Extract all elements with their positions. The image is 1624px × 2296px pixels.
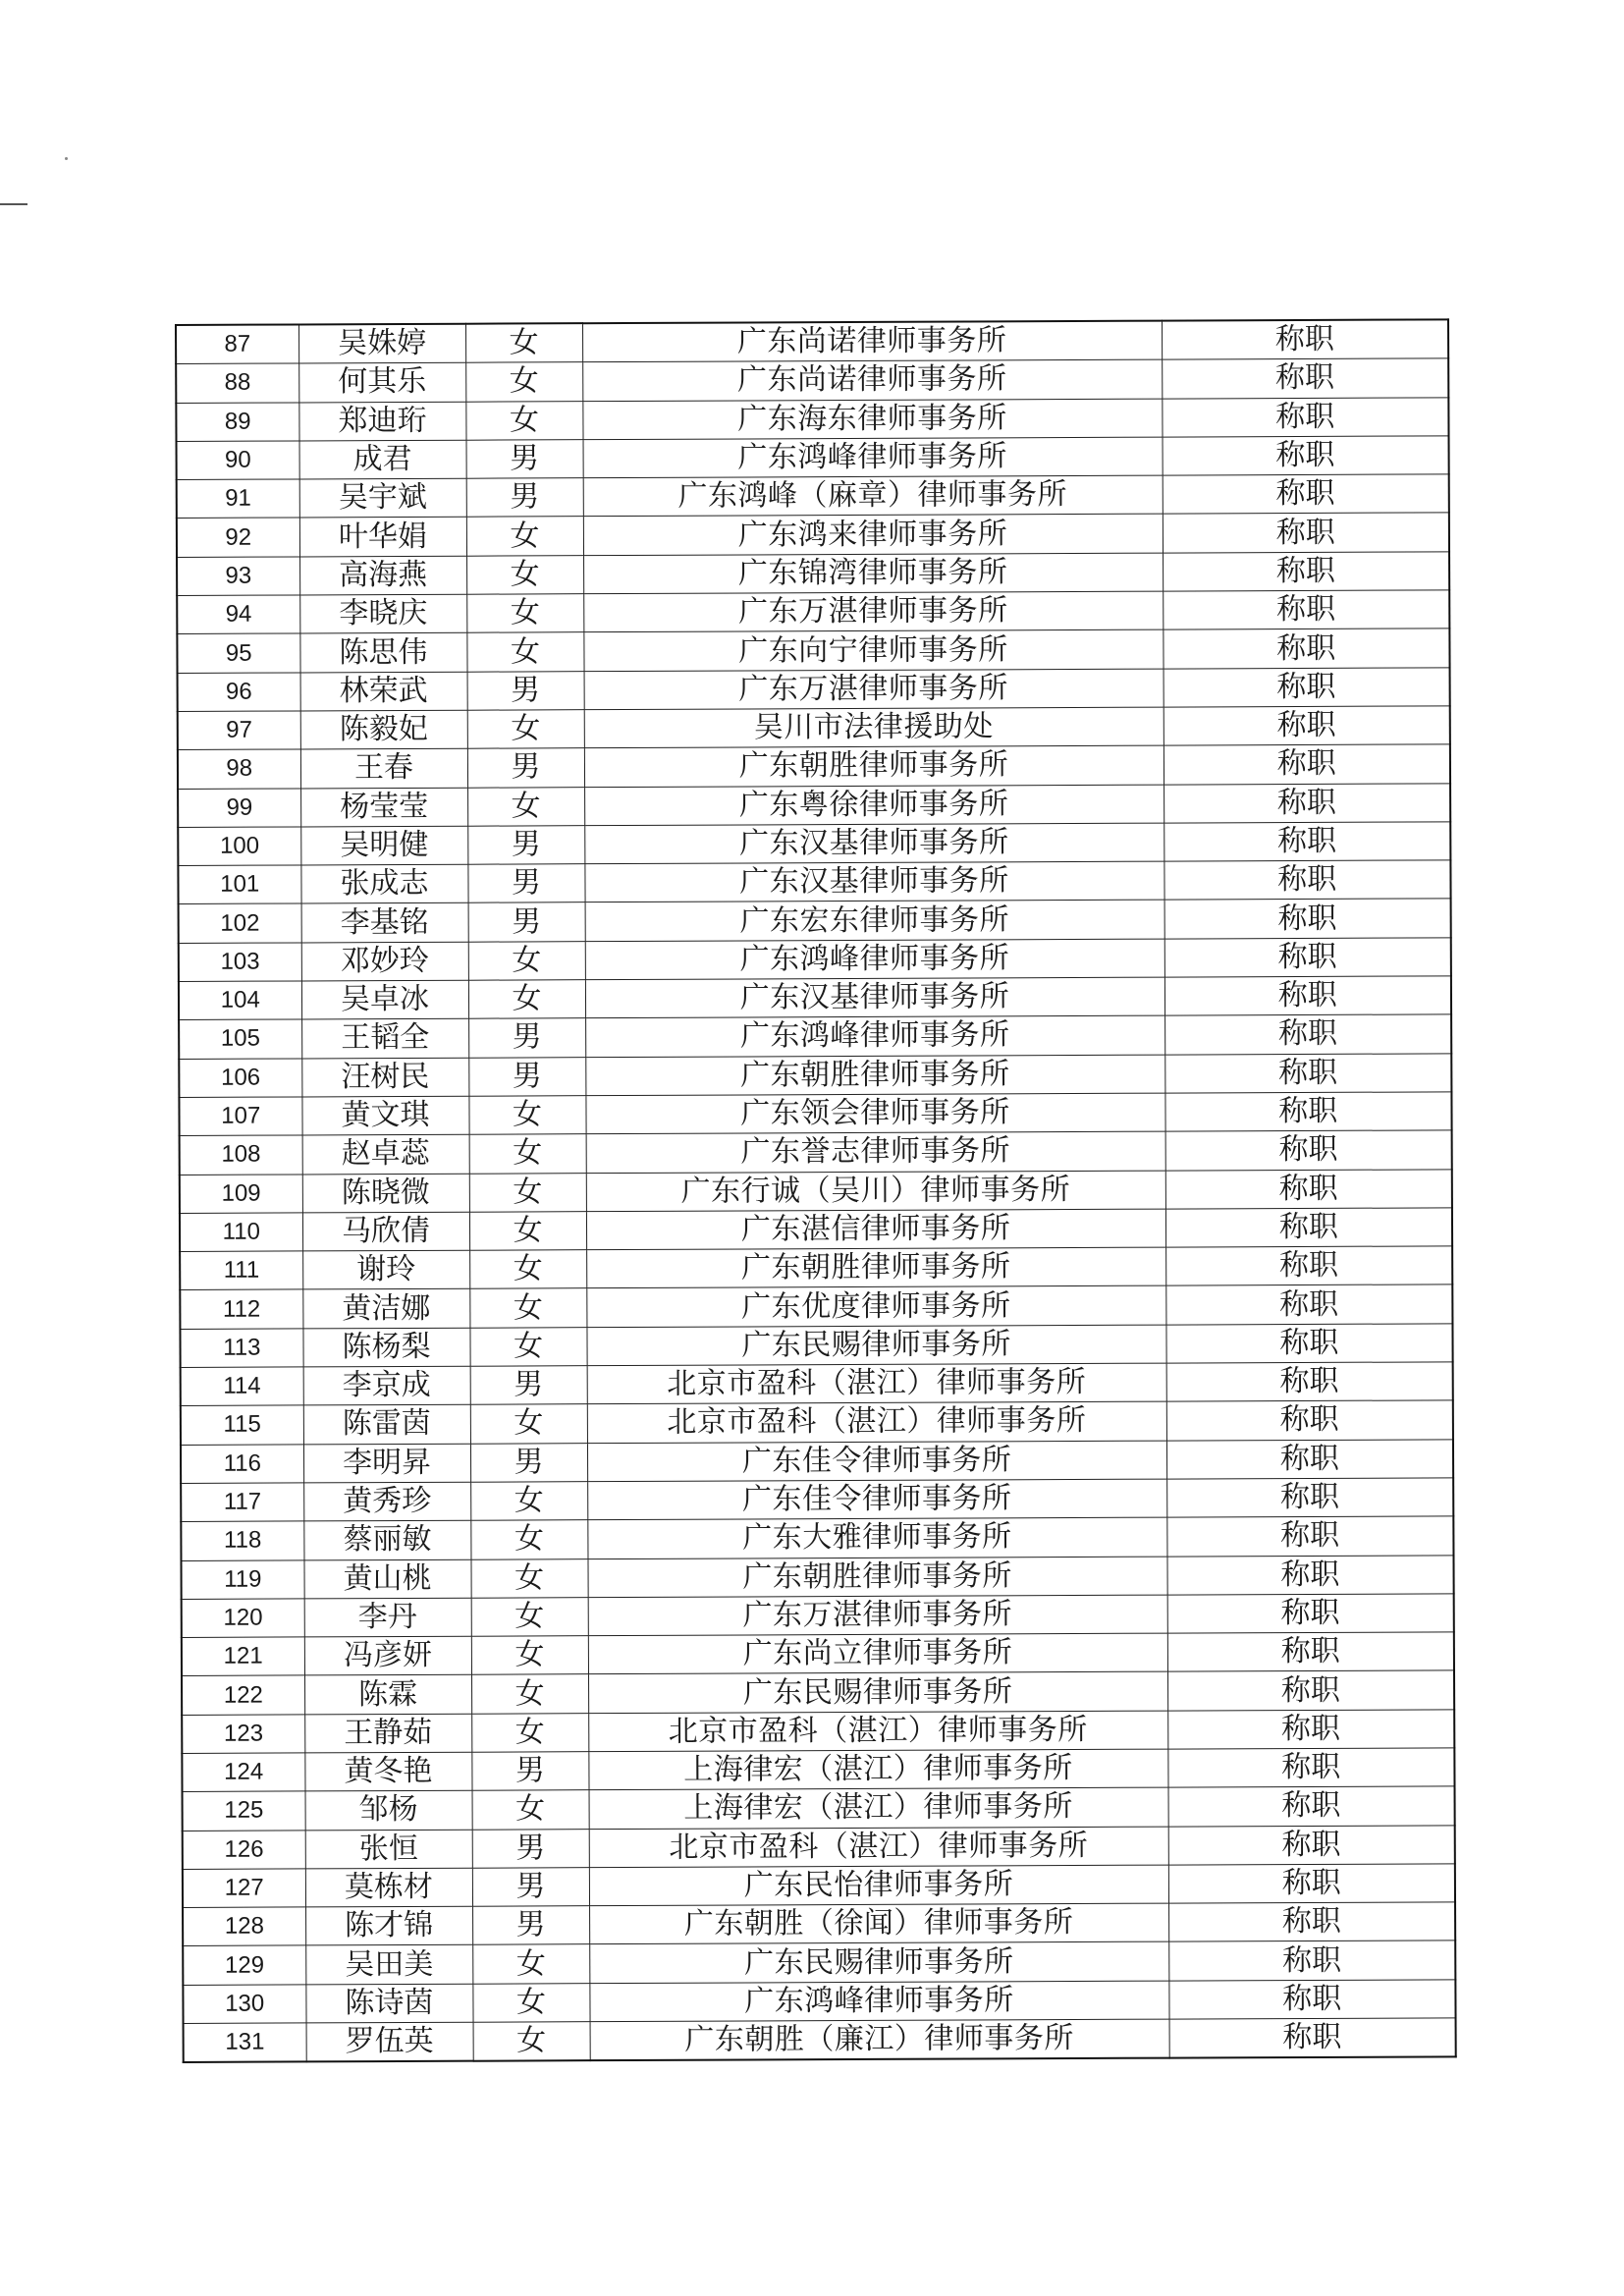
lawyer-name-cell: 吴卓冰 bbox=[301, 980, 468, 1019]
law-firm-cell: 广东汉基律师事务所 bbox=[584, 861, 1164, 902]
law-firm-cell: 广东鸿峰律师事务所 bbox=[589, 1981, 1168, 2022]
table-row bbox=[184, 2018, 1456, 2062]
lawyer-name-cell: 陈才锦 bbox=[305, 1906, 472, 1945]
assessment-result-cell: 称职 bbox=[1164, 938, 1451, 978]
table-row bbox=[180, 1246, 1452, 1290]
law-firm-cell: 广东尚诺律师事务所 bbox=[582, 359, 1162, 401]
row-number-cell: 99 bbox=[178, 789, 300, 828]
law-firm-cell: 广东鸿峰律师事务所 bbox=[583, 437, 1163, 478]
table-row bbox=[176, 319, 1448, 363]
assessment-result-cell: 称职 bbox=[1168, 1825, 1455, 1865]
lawyer-name-cell: 谢玲 bbox=[302, 1250, 469, 1289]
lawyer-name-cell: 何其乐 bbox=[298, 363, 465, 403]
gender-cell: 女 bbox=[468, 941, 585, 980]
assessment-result-cell: 称职 bbox=[1165, 1324, 1452, 1364]
assessment-result-cell: 称职 bbox=[1164, 1014, 1451, 1055]
lawyer-name-cell: 王韬全 bbox=[301, 1019, 468, 1059]
table-row bbox=[180, 1324, 1452, 1368]
gender-cell: 男 bbox=[470, 1443, 587, 1482]
table-row bbox=[181, 1555, 1453, 1599]
gender-cell: 女 bbox=[466, 517, 583, 556]
law-firm-cell: 北京市盈科（湛江）律师事务所 bbox=[587, 1401, 1166, 1443]
table-row bbox=[183, 1864, 1455, 1908]
assessment-result-cell: 称职 bbox=[1168, 1980, 1455, 2020]
law-firm-cell: 广东朝胜律师事务所 bbox=[586, 1247, 1165, 1288]
law-firm-cell: 广东锦湾律师事务所 bbox=[583, 553, 1163, 594]
row-number-cell: 97 bbox=[178, 711, 300, 750]
law-firm-cell: 广东尚诺律师事务所 bbox=[582, 321, 1162, 362]
gender-cell: 女 bbox=[471, 1636, 588, 1675]
assessment-result-cell: 称职 bbox=[1164, 899, 1451, 939]
assessment-result-cell: 称职 bbox=[1167, 1710, 1454, 1750]
table-row bbox=[178, 822, 1450, 866]
law-firm-cell: 上海律宏（湛江）律师事务所 bbox=[589, 1787, 1168, 1829]
gender-cell: 女 bbox=[472, 1944, 589, 1984]
table-row bbox=[181, 1439, 1453, 1483]
table-row bbox=[179, 1092, 1451, 1136]
law-firm-cell: 广东粤徐律师事务所 bbox=[584, 785, 1164, 826]
law-firm-cell: 广东鸿峰（麻章）律师事务所 bbox=[583, 475, 1163, 517]
gender-cell: 女 bbox=[470, 1482, 587, 1521]
row-number-cell: 127 bbox=[183, 1869, 305, 1908]
row-number-cell: 117 bbox=[181, 1483, 303, 1522]
table-row bbox=[181, 1400, 1453, 1445]
row-number-cell: 89 bbox=[176, 403, 298, 442]
assessment-result-cell: 称职 bbox=[1168, 1786, 1455, 1827]
table-row bbox=[179, 1053, 1451, 1097]
lawyer-name-cell: 陈霖 bbox=[304, 1675, 471, 1715]
lawyer-name-cell: 蔡丽敏 bbox=[303, 1520, 470, 1559]
lawyer-name-cell: 赵卓蕊 bbox=[302, 1134, 469, 1174]
law-firm-cell: 广东朝胜律师事务所 bbox=[587, 1557, 1166, 1598]
gender-cell: 男 bbox=[468, 1057, 585, 1096]
assessment-result-cell: 称职 bbox=[1164, 860, 1450, 901]
lawyer-name-cell: 林荣武 bbox=[300, 672, 467, 711]
assessment-result-cell: 称职 bbox=[1163, 629, 1449, 669]
row-number-cell: 104 bbox=[179, 981, 301, 1020]
table-row bbox=[180, 1285, 1452, 1329]
assessment-result-cell: 称职 bbox=[1162, 319, 1448, 359]
row-number-cell: 115 bbox=[181, 1405, 303, 1445]
law-firm-cell: 广东朝胜律师事务所 bbox=[585, 1055, 1164, 1096]
assessment-result-cell: 称职 bbox=[1168, 1902, 1455, 1942]
row-number-cell: 98 bbox=[178, 749, 300, 789]
lawyer-name-cell: 李京成 bbox=[303, 1366, 470, 1405]
table-row bbox=[176, 397, 1448, 441]
table-row bbox=[179, 938, 1451, 982]
gender-cell: 女 bbox=[470, 1404, 587, 1444]
scan-speck bbox=[65, 157, 68, 160]
lawyer-name-cell: 李丹 bbox=[304, 1598, 471, 1637]
table-row bbox=[182, 1632, 1454, 1676]
assessment-result-cell: 称职 bbox=[1167, 1632, 1454, 1672]
gender-cell: 女 bbox=[469, 1173, 586, 1212]
row-number-cell: 92 bbox=[177, 518, 299, 557]
assessment-result-cell: 称职 bbox=[1164, 783, 1450, 823]
row-number-cell: 118 bbox=[181, 1521, 303, 1560]
assessment-result-cell: 称职 bbox=[1164, 976, 1451, 1016]
gender-cell: 女 bbox=[468, 980, 585, 1019]
gender-cell: 男 bbox=[466, 440, 583, 479]
law-firm-cell: 广东民怡律师事务所 bbox=[589, 1865, 1168, 1906]
law-firm-cell: 广东民赐律师事务所 bbox=[586, 1325, 1165, 1366]
assessment-result-cell: 称职 bbox=[1163, 552, 1449, 592]
row-number-cell: 110 bbox=[180, 1213, 302, 1252]
lawyer-assessment-table bbox=[175, 318, 1457, 2063]
table-row bbox=[178, 860, 1450, 904]
assessment-result-cell: 称职 bbox=[1164, 1053, 1451, 1093]
lawyer-name-cell: 吴宇斌 bbox=[299, 478, 466, 518]
law-firm-cell: 北京市盈科（湛江）律师事务所 bbox=[587, 1363, 1166, 1404]
assessment-result-cell: 称职 bbox=[1166, 1362, 1453, 1402]
gender-cell: 女 bbox=[471, 1713, 588, 1752]
row-number-cell: 124 bbox=[182, 1753, 304, 1792]
lawyer-name-cell: 叶华娟 bbox=[299, 518, 466, 557]
row-number-cell: 122 bbox=[182, 1675, 304, 1715]
lawyer-name-cell: 张恒 bbox=[305, 1830, 472, 1869]
law-firm-cell: 广东尚立律师事务所 bbox=[588, 1633, 1167, 1674]
law-firm-cell: 广东大雅律师事务所 bbox=[587, 1517, 1166, 1558]
gender-cell: 女 bbox=[465, 401, 582, 440]
gender-cell: 女 bbox=[469, 1250, 586, 1289]
row-number-cell: 111 bbox=[180, 1251, 302, 1290]
gender-cell: 女 bbox=[465, 362, 582, 402]
assessment-result-cell: 称职 bbox=[1169, 2018, 1456, 2058]
row-number-cell: 116 bbox=[181, 1445, 303, 1484]
row-number-cell: 114 bbox=[181, 1367, 303, 1406]
lawyer-name-cell: 高海燕 bbox=[299, 556, 466, 595]
row-number-cell: 108 bbox=[180, 1135, 302, 1175]
assessment-result-cell: 称职 bbox=[1164, 706, 1450, 746]
row-number-cell: 91 bbox=[177, 479, 299, 519]
law-firm-cell: 广东民赐律师事务所 bbox=[588, 1671, 1167, 1713]
table-row bbox=[180, 1130, 1452, 1175]
gender-cell: 女 bbox=[465, 323, 582, 362]
lawyer-name-cell: 黄洁娜 bbox=[302, 1289, 469, 1329]
law-firm-cell: 广东佳令律师事务所 bbox=[587, 1441, 1166, 1482]
law-firm-cell: 广东向宁律师事务所 bbox=[583, 629, 1163, 671]
gender-cell: 男 bbox=[472, 1906, 589, 1945]
law-firm-cell: 广东誉志律师事务所 bbox=[586, 1131, 1165, 1173]
gender-cell: 女 bbox=[469, 1288, 586, 1328]
row-number-cell: 95 bbox=[177, 633, 299, 673]
table-row bbox=[183, 1902, 1455, 1946]
table-row bbox=[178, 668, 1450, 712]
table-row bbox=[177, 513, 1449, 557]
gender-cell: 女 bbox=[466, 594, 583, 633]
gender-cell: 女 bbox=[466, 632, 583, 672]
law-firm-cell: 北京市盈科（湛江）律师事务所 bbox=[589, 1827, 1168, 1868]
gender-cell: 女 bbox=[472, 1790, 589, 1830]
lawyer-name-cell: 黄山桃 bbox=[303, 1559, 470, 1599]
table-row bbox=[177, 590, 1449, 634]
law-firm-cell: 广东汉基律师事务所 bbox=[584, 823, 1164, 864]
law-firm-cell: 广东佳令律师事务所 bbox=[587, 1479, 1166, 1520]
table-row bbox=[177, 552, 1449, 596]
assessment-result-cell: 称职 bbox=[1165, 1246, 1452, 1286]
row-number-cell: 87 bbox=[176, 324, 298, 363]
assessment-result-cell: 称职 bbox=[1167, 1594, 1454, 1634]
assessment-result-cell: 称职 bbox=[1162, 358, 1448, 399]
lawyer-name-cell: 陈晓微 bbox=[302, 1174, 469, 1213]
lawyer-name-cell: 冯彦妍 bbox=[304, 1636, 471, 1675]
row-number-cell: 131 bbox=[184, 2023, 306, 2062]
law-firm-cell: 广东鸿峰律师事务所 bbox=[585, 939, 1164, 980]
row-number-cell: 88 bbox=[176, 363, 298, 403]
lawyer-name-cell: 莫栋材 bbox=[305, 1868, 472, 1907]
row-number-cell: 119 bbox=[181, 1559, 303, 1599]
table-row bbox=[182, 1748, 1454, 1792]
row-number-cell: 94 bbox=[177, 595, 299, 634]
gender-cell: 女 bbox=[469, 1134, 586, 1174]
lawyer-name-cell: 李晓庆 bbox=[299, 594, 466, 633]
table-row bbox=[181, 1516, 1453, 1560]
lawyer-name-cell: 马欣倩 bbox=[302, 1212, 469, 1251]
table-row bbox=[181, 1478, 1453, 1522]
row-number-cell: 120 bbox=[182, 1599, 304, 1638]
row-number-cell: 101 bbox=[178, 865, 300, 904]
law-firm-cell: 上海律宏（湛江）律师事务所 bbox=[588, 1749, 1167, 1790]
gender-cell: 女 bbox=[469, 1212, 586, 1251]
table-row bbox=[182, 1710, 1454, 1754]
table-row bbox=[177, 629, 1449, 673]
lawyer-name-cell: 罗伍英 bbox=[306, 2022, 473, 2062]
lawyer-name-cell: 黄秀珍 bbox=[303, 1482, 470, 1521]
table-row bbox=[183, 1825, 1455, 1869]
law-firm-cell: 北京市盈科（湛江）律师事务所 bbox=[588, 1711, 1167, 1752]
lawyer-name-cell: 汪树民 bbox=[301, 1058, 468, 1097]
gender-cell: 男 bbox=[468, 902, 585, 942]
assessment-result-cell: 称职 bbox=[1166, 1516, 1453, 1557]
table-row bbox=[179, 899, 1451, 943]
lawyer-name-cell: 邹杨 bbox=[305, 1790, 472, 1830]
lawyer-name-cell: 陈思伟 bbox=[299, 633, 466, 673]
roster-table-wrapper bbox=[175, 318, 1455, 2063]
gender-cell: 女 bbox=[468, 1096, 585, 1135]
law-firm-cell: 广东海东律师事务所 bbox=[582, 399, 1162, 440]
gender-cell: 女 bbox=[466, 555, 583, 594]
assessment-result-cell: 称职 bbox=[1163, 436, 1449, 476]
gender-cell: 男 bbox=[467, 826, 584, 865]
assessment-result-cell: 称职 bbox=[1166, 1478, 1453, 1518]
gender-cell: 女 bbox=[470, 1520, 587, 1559]
lawyer-name-cell: 杨莹莹 bbox=[300, 788, 467, 827]
assessment-result-cell: 称职 bbox=[1165, 1208, 1452, 1248]
row-number-cell: 107 bbox=[179, 1097, 301, 1136]
gender-cell: 男 bbox=[467, 864, 584, 903]
law-firm-cell: 广东民赐律师事务所 bbox=[589, 1942, 1168, 1984]
gender-cell: 女 bbox=[467, 787, 584, 826]
row-number-cell: 130 bbox=[183, 1985, 305, 2024]
assessment-result-cell: 称职 bbox=[1163, 590, 1449, 630]
table-row bbox=[183, 1786, 1455, 1831]
gender-cell: 男 bbox=[467, 748, 584, 788]
row-number-cell: 113 bbox=[180, 1329, 302, 1368]
row-number-cell: 106 bbox=[179, 1059, 301, 1098]
assessment-result-cell: 称职 bbox=[1164, 668, 1450, 708]
table-row bbox=[177, 436, 1449, 480]
gender-cell: 男 bbox=[466, 478, 583, 518]
table-row bbox=[182, 1670, 1454, 1715]
lawyer-name-cell: 张成志 bbox=[300, 864, 467, 903]
law-firm-cell: 广东万湛律师事务所 bbox=[588, 1595, 1167, 1636]
table-row bbox=[180, 1208, 1452, 1252]
lawyer-name-cell: 黄冬艳 bbox=[304, 1752, 471, 1791]
table-row bbox=[181, 1362, 1453, 1406]
lawyer-name-cell: 王春 bbox=[300, 748, 467, 788]
assessment-result-cell: 称职 bbox=[1167, 1748, 1454, 1788]
row-number-cell: 100 bbox=[178, 827, 300, 866]
lawyer-name-cell: 黄文琪 bbox=[301, 1096, 468, 1135]
assessment-result-cell: 称职 bbox=[1164, 822, 1450, 862]
table-body bbox=[176, 319, 1456, 2062]
gender-cell: 男 bbox=[471, 1752, 588, 1791]
row-number-cell: 125 bbox=[183, 1791, 305, 1831]
assessment-result-cell: 称职 bbox=[1168, 1864, 1455, 1904]
law-firm-cell: 广东鸿峰律师事务所 bbox=[585, 1015, 1164, 1057]
lawyer-name-cell: 邓妙玲 bbox=[301, 942, 468, 981]
lawyer-name-cell: 成君 bbox=[299, 440, 466, 479]
gender-cell: 女 bbox=[467, 710, 584, 749]
gender-cell: 女 bbox=[470, 1558, 587, 1598]
law-firm-cell: 广东鸿来律师事务所 bbox=[583, 515, 1163, 556]
gender-cell: 女 bbox=[472, 1983, 589, 2022]
assessment-result-cell: 称职 bbox=[1163, 474, 1449, 515]
row-number-cell: 129 bbox=[183, 1945, 305, 1985]
law-firm-cell: 广东行诚（吴川）律师事务所 bbox=[586, 1171, 1165, 1212]
table-row bbox=[182, 1594, 1454, 1638]
assessment-result-cell: 称职 bbox=[1162, 397, 1448, 437]
law-firm-cell: 广东万湛律师事务所 bbox=[583, 591, 1163, 632]
table-row bbox=[180, 1169, 1452, 1213]
assessment-result-cell: 称职 bbox=[1164, 1092, 1451, 1132]
assessment-result-cell: 称职 bbox=[1165, 1285, 1452, 1325]
gender-cell: 男 bbox=[470, 1366, 587, 1405]
assessment-result-cell: 称职 bbox=[1166, 1400, 1453, 1441]
row-number-cell: 103 bbox=[179, 943, 301, 982]
row-number-cell: 121 bbox=[182, 1637, 304, 1676]
row-number-cell: 112 bbox=[180, 1289, 302, 1329]
lawyer-name-cell: 陈诗茵 bbox=[305, 1984, 472, 2023]
assessment-result-cell: 称职 bbox=[1165, 1169, 1452, 1209]
lawyer-name-cell: 陈杨梨 bbox=[302, 1328, 469, 1367]
law-firm-cell: 广东领会律师事务所 bbox=[585, 1093, 1164, 1134]
gender-cell: 男 bbox=[467, 671, 584, 710]
gender-cell: 女 bbox=[471, 1597, 588, 1636]
lawyer-name-cell: 李明昇 bbox=[303, 1444, 470, 1483]
gender-cell: 男 bbox=[472, 1868, 589, 1907]
gender-cell: 男 bbox=[468, 1018, 585, 1058]
row-number-cell: 96 bbox=[178, 673, 300, 712]
table-row bbox=[177, 474, 1449, 519]
lawyer-name-cell: 吴明健 bbox=[300, 826, 467, 865]
assessment-result-cell: 称职 bbox=[1166, 1555, 1453, 1595]
law-firm-cell: 广东优度律师事务所 bbox=[586, 1286, 1165, 1328]
assessment-result-cell: 称职 bbox=[1167, 1670, 1454, 1711]
table-row bbox=[178, 783, 1450, 827]
table-row bbox=[179, 1014, 1451, 1059]
law-firm-cell: 广东朝胜（徐闻）律师事务所 bbox=[589, 1903, 1168, 1944]
gender-cell: 女 bbox=[473, 2022, 590, 2061]
table-row bbox=[179, 976, 1451, 1020]
lawyer-name-cell: 李基铭 bbox=[301, 903, 468, 943]
row-number-cell: 105 bbox=[179, 1019, 301, 1059]
assessment-result-cell: 称职 bbox=[1163, 513, 1449, 553]
law-firm-cell: 广东朝胜律师事务所 bbox=[584, 745, 1164, 787]
assessment-result-cell: 称职 bbox=[1165, 1130, 1452, 1171]
assessment-result-cell: 称职 bbox=[1164, 744, 1450, 785]
row-number-cell: 93 bbox=[177, 557, 299, 596]
table-row bbox=[183, 1941, 1455, 1985]
table-row bbox=[176, 358, 1448, 403]
gender-cell: 女 bbox=[471, 1674, 588, 1714]
gender-cell: 女 bbox=[469, 1327, 586, 1366]
assessment-result-cell: 称职 bbox=[1168, 1941, 1455, 1981]
assessment-result-cell: 称职 bbox=[1166, 1439, 1453, 1479]
row-number-cell: 123 bbox=[182, 1715, 304, 1754]
table-row bbox=[178, 744, 1450, 789]
law-firm-cell: 广东湛信律师事务所 bbox=[586, 1209, 1165, 1250]
row-number-cell: 128 bbox=[183, 1907, 305, 1946]
lawyer-name-cell: 陈雷茵 bbox=[303, 1405, 470, 1445]
law-firm-cell: 吴川市法律援助处 bbox=[584, 707, 1164, 748]
law-firm-cell: 广东宏东律师事务所 bbox=[585, 901, 1164, 942]
table-row bbox=[183, 1980, 1455, 2024]
row-number-cell: 109 bbox=[180, 1174, 302, 1213]
law-firm-cell: 广东万湛律师事务所 bbox=[584, 669, 1164, 710]
law-firm-cell: 广东汉基律师事务所 bbox=[585, 977, 1164, 1018]
law-firm-cell: 广东朝胜（廉江）律师事务所 bbox=[590, 2019, 1169, 2060]
scan-edge-mark bbox=[0, 203, 27, 205]
row-number-cell: 126 bbox=[183, 1831, 305, 1870]
lawyer-name-cell: 郑迪珩 bbox=[298, 402, 465, 441]
lawyer-name-cell: 吴姝婷 bbox=[298, 324, 465, 364]
gender-cell: 男 bbox=[472, 1829, 589, 1868]
row-number-cell: 102 bbox=[179, 903, 301, 943]
lawyer-name-cell: 陈毅妃 bbox=[300, 710, 467, 749]
lawyer-name-cell: 吴田美 bbox=[305, 1945, 472, 1985]
row-number-cell: 90 bbox=[177, 441, 299, 480]
lawyer-name-cell: 王静茹 bbox=[304, 1714, 471, 1753]
table-row bbox=[178, 706, 1450, 750]
